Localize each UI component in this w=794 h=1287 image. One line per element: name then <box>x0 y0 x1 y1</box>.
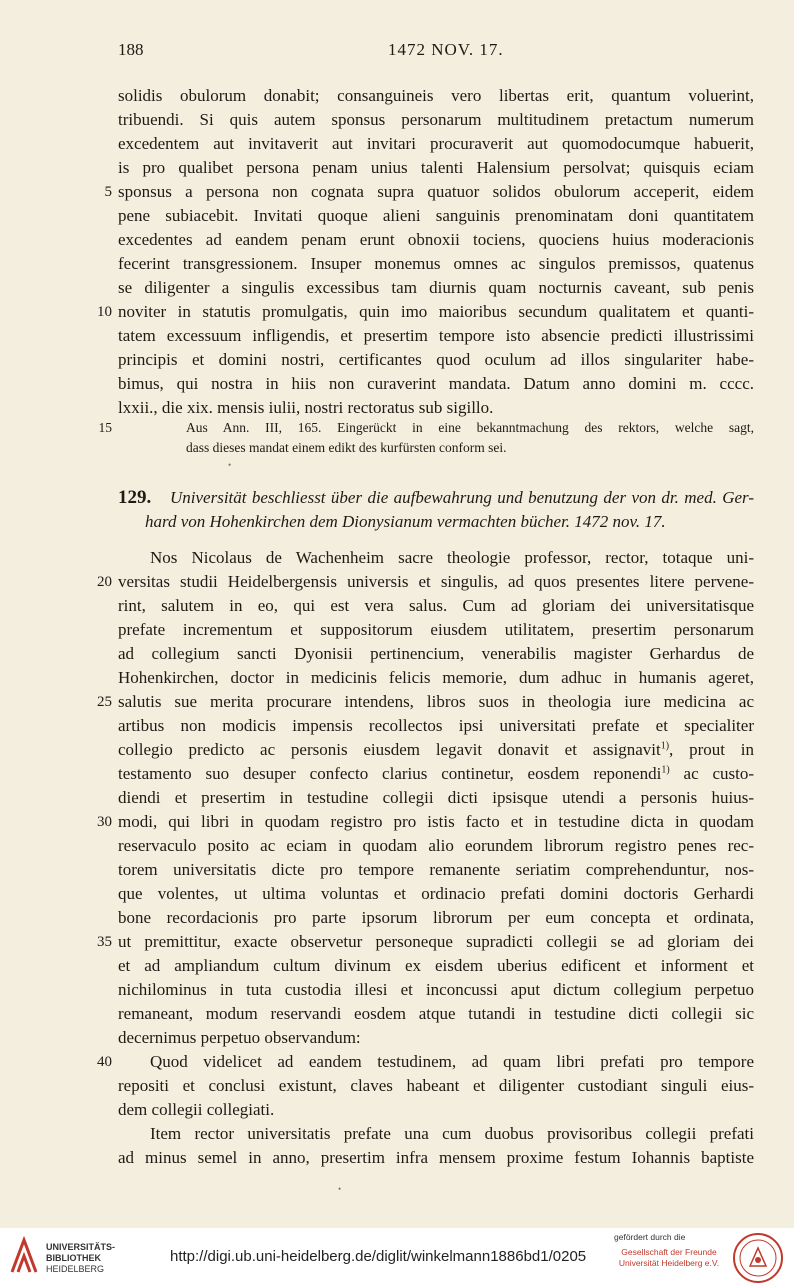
document-line: artibus non modicis impensis recollectos ipsi universitati prefate et specialiter <box>118 716 754 735</box>
document-line: Hohenkirchen, doctor in medicinis felicis memorie, dum adhuc in humanis ageret, <box>118 668 754 687</box>
running-head <box>118 40 754 64</box>
ink-speck: • <box>338 1184 342 1194</box>
library-name: UNIVERSITÄTS- BIBLIOTHEK HEIDELBERG <box>46 1242 116 1274</box>
document-line: decernimus perpetuo observandum: <box>118 1028 361 1047</box>
line-number: 40 <box>97 1054 112 1070</box>
line-number: 20 <box>97 574 112 590</box>
sponsor-note: gefördert durch die Gesellschaft der Freunde Universität Heidelberg e.V. <box>614 1232 720 1268</box>
document-line: salutis sue merita procurare intendens, libros suos in theologia iure medicina ac <box>118 692 754 711</box>
document-line: Nos Nicolaus de Wachenheim sacre theologie professor, rector, totaque uni- <box>150 548 754 567</box>
body-line: solidis obulorum donabit; consanguineis vero libertas erit, quantum voluerint, <box>118 86 754 105</box>
body-line: pene subiacebit. Invitati quoque alieni sanguinis prenominatam doni quantitatem <box>118 206 754 225</box>
document-line: nichilominus in tuta custodia illesi et inconcussi aput dictum collegium perpetuo <box>118 980 754 999</box>
line-number: 35 <box>97 934 112 950</box>
document-line: rint, salutem in eo, qui est vera salus. Cum ad gloriam dei universitatisque <box>118 596 754 615</box>
document-line: prefate incrementum et suppositorum eiusdem utilitatem, presertim personarum <box>118 620 754 639</box>
page-number: 188 <box>118 40 144 59</box>
document-title: Universität beschliesst über die aufbewahrung und benutzung der von dr. med. Ger- <box>170 488 754 507</box>
document-line: testamento suo desuper confecto clarius continetur, eosdem reponendi$^{1)}$ ac custo- <box>118 764 755 783</box>
line-number: 30 <box>97 814 112 830</box>
document-line: ad minus semel in anno, presertim infra mensem proxime festum Iohannis baptiste <box>118 1148 754 1167</box>
ink-speck: • <box>228 460 232 470</box>
body-line: lxxii., die xix. mensis iulii, nostri rectoratus sub sigillo. <box>118 398 494 417</box>
document-title: hard von Hohenkirchen dem Dionysianum vermachten bücher. 1472 nov. 17. <box>145 512 666 531</box>
document-line: Quod videlicet ad eandem testudinem, ad quam libri prefati pro tempore <box>150 1052 754 1071</box>
body-line: tribuendi. Si quis autem sponsus personarum multitudinem pretactum numerum <box>118 110 754 129</box>
document-line: versitas studii Heidelbergensis universis et singulis, ad quos presentes litere pervene- <box>118 572 754 591</box>
document-line: reservaculo posito ac eciam in quodam alio eorundem librorum registro penes rec- <box>118 836 754 855</box>
body-line: bimus, qui nostra in hiis non curaverint mandata. Datum anno domini m. cccc. <box>118 374 754 393</box>
document-line: torem universitatis dicte pro tempore remanente seriatim comprehenduntur, nos- <box>118 860 754 879</box>
document-line: Item rector universitatis prefate una cum duobus provisoribus collegii prefati <box>150 1124 754 1143</box>
line-number: 5 <box>104 184 112 200</box>
footnote-ref: 1) <box>661 764 670 776</box>
document-line: repositi et conclusi existunt, claves habeant et diligenter custodiant singuli eius- <box>118 1076 754 1095</box>
line-number: 10 <box>97 304 112 320</box>
body-line: principis et domini nostri, certificantes quod oculum ad illos singulariter habe- <box>118 350 754 369</box>
line-number: 25 <box>97 694 112 710</box>
header-date: 1472 NOV. 17. <box>388 40 504 59</box>
note-line: dass dieses mandat einem edikt des kurfürsten conform sei. <box>186 440 507 455</box>
document-line: modi, qui libri in quodam registro pro istis facto et in testudine dicta in quodam <box>118 812 754 831</box>
body-line: excedentes ad eandem penam erunt obnoxii tociens, quociens huius moderacionis <box>118 230 754 249</box>
document-line: que volentes, ut ultima voluntas et ordinacio prefati domini doctoris Gerhardi <box>118 884 754 903</box>
document-line: diendi et presertim in testudine collegii dicti ipsisque utendi a personis huius- <box>118 788 754 807</box>
document-line: bone recordacionis pro parte ipsorum librorum per eum concepta et ordinata, <box>118 908 754 927</box>
body-line: excedentem aut invitaverit aut invitari procuraverit aut quomodocumque habuerit, <box>118 134 754 153</box>
body-line: sponsus a persona non cognata supra quatuor solidos obulorum acceperit, eidem <box>118 182 754 201</box>
body-line: tatem excessuum infligendis, et presertim tempore isto absencie predicti illustrissimi <box>118 326 754 345</box>
body-line: noviter in statutis promulgatis, quin imo maioribus secundum qualitatem et quanti- <box>118 302 754 321</box>
note-line: Aus Ann. III, 165. Eingerückt in eine bekanntmachung des rektors, welche sagt, <box>186 420 754 435</box>
university-seal-icon <box>732 1232 784 1284</box>
document-line: ad collegium sancti Dyonisii pertinencium, venerabilis magister Gerhardus de <box>118 644 754 663</box>
footnote-ref: 1) <box>660 740 670 752</box>
body-line: fecerint transgressionem. Insuper monemus omnes ac singulos premissos, quatenus <box>118 254 754 273</box>
document-number: 129. <box>118 487 152 508</box>
library-logo-icon <box>8 1236 40 1276</box>
document-line: ut premittitur, exacte observetur personeque supradicti collegii se ad gloriam dei <box>118 932 754 951</box>
document-line: collegio predicto ac personis eiusdem legavit donavit et assignavit$^{1)}$, prout in <box>118 740 754 759</box>
document-line: dem collegii collegiati. <box>118 1100 275 1119</box>
footer <box>0 1228 794 1287</box>
body-line: is pro qualibet persona penam unius talenti Halensium persolvat; quisquis eciam <box>118 158 754 177</box>
line-number: 15 <box>98 420 112 435</box>
body-line: se diligenter a singulis excessibus tam diurnis quam nocturnis caveant, sub penis <box>118 278 754 297</box>
document-line: remaneant, modum reservandi eosdem atque tutandi in testudine dicti collegii sic <box>118 1004 754 1023</box>
document-line: et ad ampliandum cultum divinum ex eisdem uberius edificent et informent et <box>118 956 754 975</box>
digital-copy-link[interactable]: http://digi.ub.uni-heidelberg.de/diglit/winkelmann1886bd1/0205 <box>170 1248 587 1265</box>
